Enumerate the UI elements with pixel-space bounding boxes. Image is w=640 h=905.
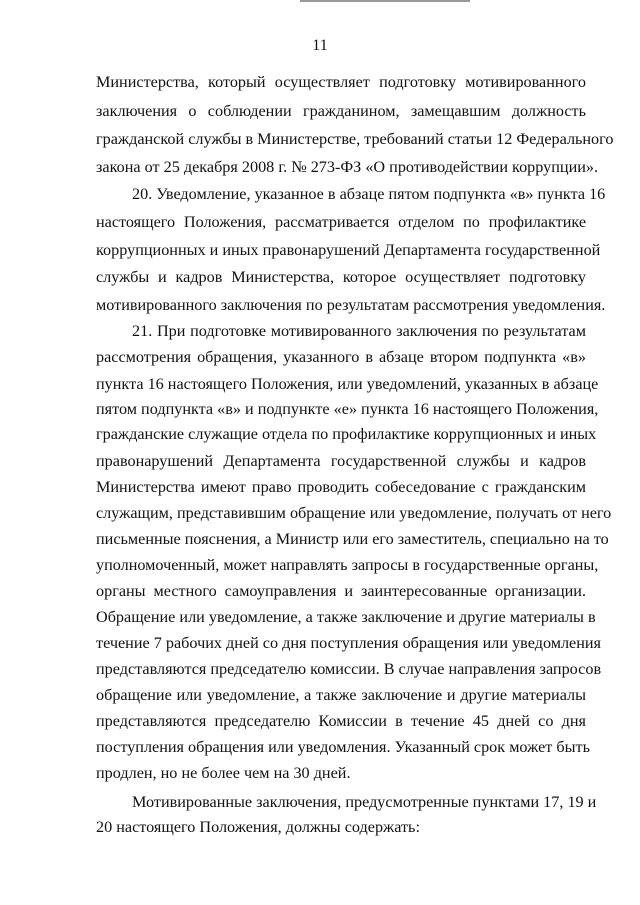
paragraph-line: представляются председателю комиссии. В случае направления запросов [96,660,602,678]
paragraph-line: гражданской службы в Министерстве, требований статьи 12 Федерального [96,130,614,148]
paragraph-line: поступления обращения или уведомления. Указанный срок может быть [96,738,590,756]
top-rule [300,0,470,2]
paragraph-line: коррупционных и иных правонарушений Департамента государственной [96,241,601,259]
paragraph-line: рассмотрения обращения, указанного в абзаце втором подпункта «в» [96,348,586,366]
paragraph-line: органы местного самоуправления и заинтересованные организации. [96,582,586,600]
paragraph-line: гражданские служащие отдела по профилактике коррупционных и иных [96,425,597,443]
paragraph-line: течение 7 рабочих дней со дня поступления обращения или уведомления [96,634,602,652]
paragraph-line: 21. При подготовке мотивированного заключения по результатам [132,322,586,340]
paragraph-line: службы и кадров Министерства, которое осуществляет подготовку [96,268,586,286]
paragraph-line: Мотивированные заключения, предусмотренные пунктами 17, 19 и [132,793,597,811]
paragraph-line: правонарушений Департамента государственной службы и кадров [96,452,586,470]
paragraph-line: служащим, представившим обращение или уведомление, получать от него [96,504,612,522]
paragraph-line: уполномоченный, может направлять запросы в государственные органы, [96,556,599,574]
paragraph-line: заключения о соблюдении гражданином, замещавшим должность [96,102,586,120]
paragraph-line: 20 настоящего Положения, должны содержать: [96,818,420,836]
paragraph-line: пункта 16 настоящего Положения, или уведомлений, указанных в абзаце [96,375,599,393]
paragraph-line: 20. Уведомление, указанное в абзаце пятом подпункта «в» пункта 16 [132,185,606,203]
paragraph-line: обращение или уведомление, а также заключение и другие материалы [96,686,586,704]
paragraph-line: Министерства, который осуществляет подготовку мотивированного [96,73,586,91]
paragraph-line: закона от 25 декабря 2008 г. № 273-ФЗ «О противодействии коррупции». [96,158,599,176]
paragraph-line: представляются председателю Комиссии в течение 45 дней со дня [96,712,586,730]
paragraph-line: продлен, но не более чем на 30 дней. [96,764,351,782]
paragraph-line: мотивированного заключения по результатам рассмотрения уведомления. [96,296,606,314]
paragraph-line: настоящего Положения, рассматривается отделом по профилактике [96,213,586,231]
paragraph-line: Обращение или уведомление, а также заключение и другие материалы в [96,608,596,626]
paragraph-line: пятом подпункта «в» и подпункте «е» пункта 16 настоящего Положения, [96,400,599,418]
paragraph-line: письменные пояснения, а Министр или его заместитель, специально на то [96,530,609,548]
page-number: 11 [312,37,328,54]
paragraph-line: Министерства имеют право проводить собеседование с гражданским [96,478,586,496]
